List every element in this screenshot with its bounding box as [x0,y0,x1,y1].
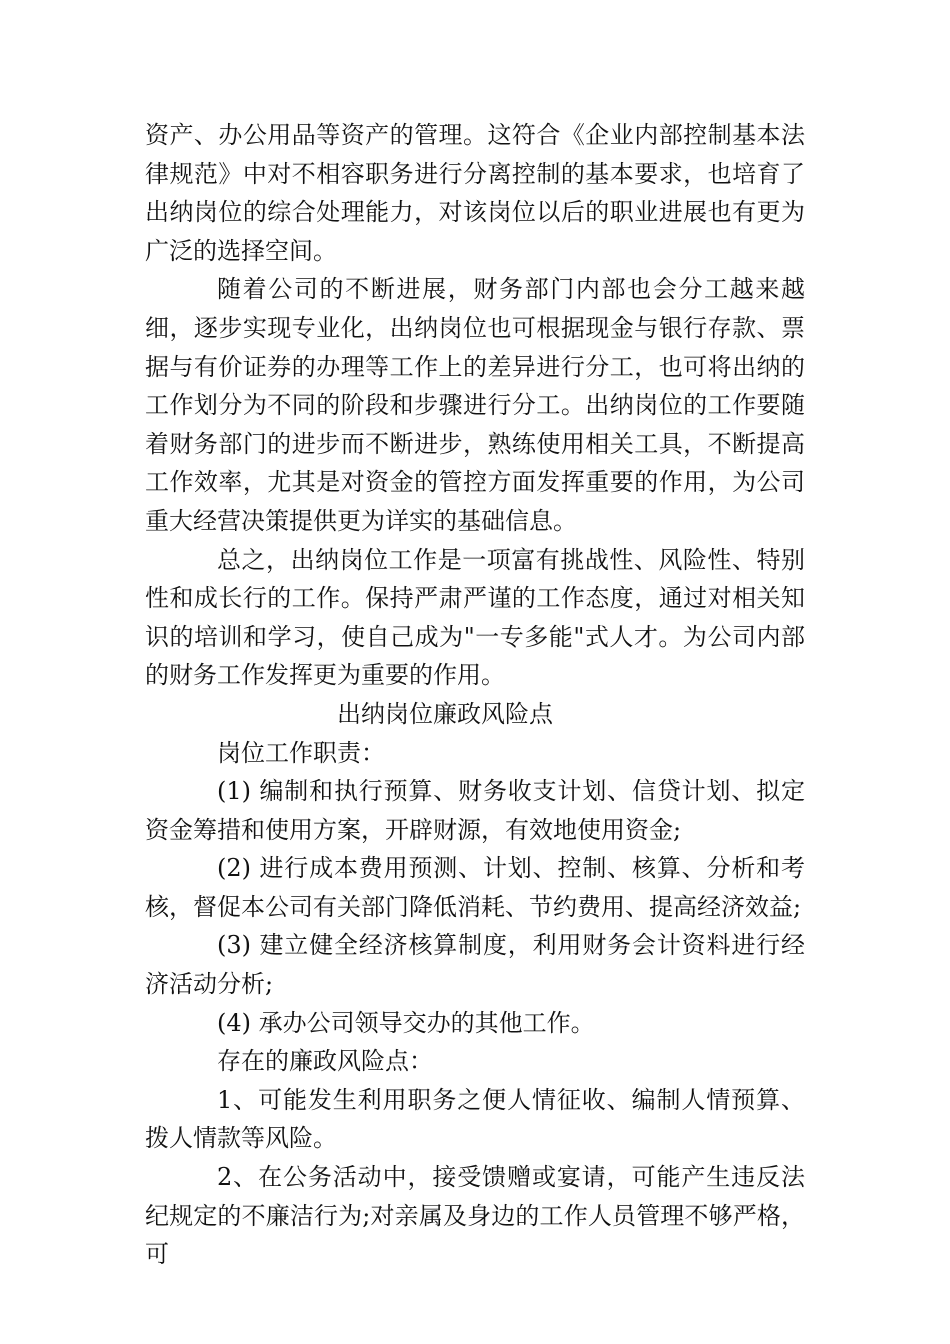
duty-item-2: (2) 进行成本费用预测、计划、控制、核算、分析和考核，督促本公司有关部门降低消耗、节约费用、提高经济效益; [145,854,805,921]
paragraph-department-development: 随着公司的不断进展，财务部门内部也会分工越来越细，逐步实现专业化，出纳岗位也可根据现金与银行存款、票据与有价证券的办理等工作上的差异进行分工，也可将出纳的工作划分为不同的阶段和步骤进行分工。出纳岗位的工作要随着财务部门的进步而不断进步，熟练使用相关工具，不断提高工作效率，尤其是对资金的管控方面发挥重要的作用，为公司重大经营决策提供更为详实的基础信息。 [145,275,805,535]
risk-point-1: 1、可能发生利用职务之便人情征收、编制人情预算、拨人情款等风险。 [145,1085,805,1153]
paragraph-asset-management: 资产、办公用品等资产的管理。这符合《企业内部控制基本法律规范》中对不相容职务进行分离控制的基本要求，也培育了出纳岗位的综合处理能力，对该岗位以后的职业进展也有更为广泛的选择空间。 [145,121,805,265]
section-title: 出纳岗位廉政风险点 [337,699,553,728]
duty-item-3: (3) 建立健全经济核算制度，利用财务会计资料进行经济活动分析; [145,931,805,999]
paragraph-summary: 总之，出纳岗位工作是一项富有挑战性、风险性、特别性和成长行的工作。保持严肃严谨的工作态度，通过对相关知识的培训和学习，使自己成为"一专多能"式人才。为公司内部的财务工作发挥更为重要的作用。 [145,545,805,690]
duties-heading: 岗位工作职责： [217,738,385,767]
risk-points-heading: 存在的廉政风险点： [217,1047,433,1076]
risk-point-2: 2、在公务活动中，接受馈赠或宴请，可能产生违反法纪规定的不廉洁行为;对亲属及身边的工作人员管理不够严格，可 [145,1163,805,1269]
document-body [145,116,805,1274]
duty-item-4: (4) 承办公司领导交办的其他工作。 [217,1008,595,1037]
duty-item-1: (1) 编制和执行预算、财务收支计划、信贷计划、拟定资金筹措和使用方案，开辟财源，有效地使用资金; [145,777,805,844]
